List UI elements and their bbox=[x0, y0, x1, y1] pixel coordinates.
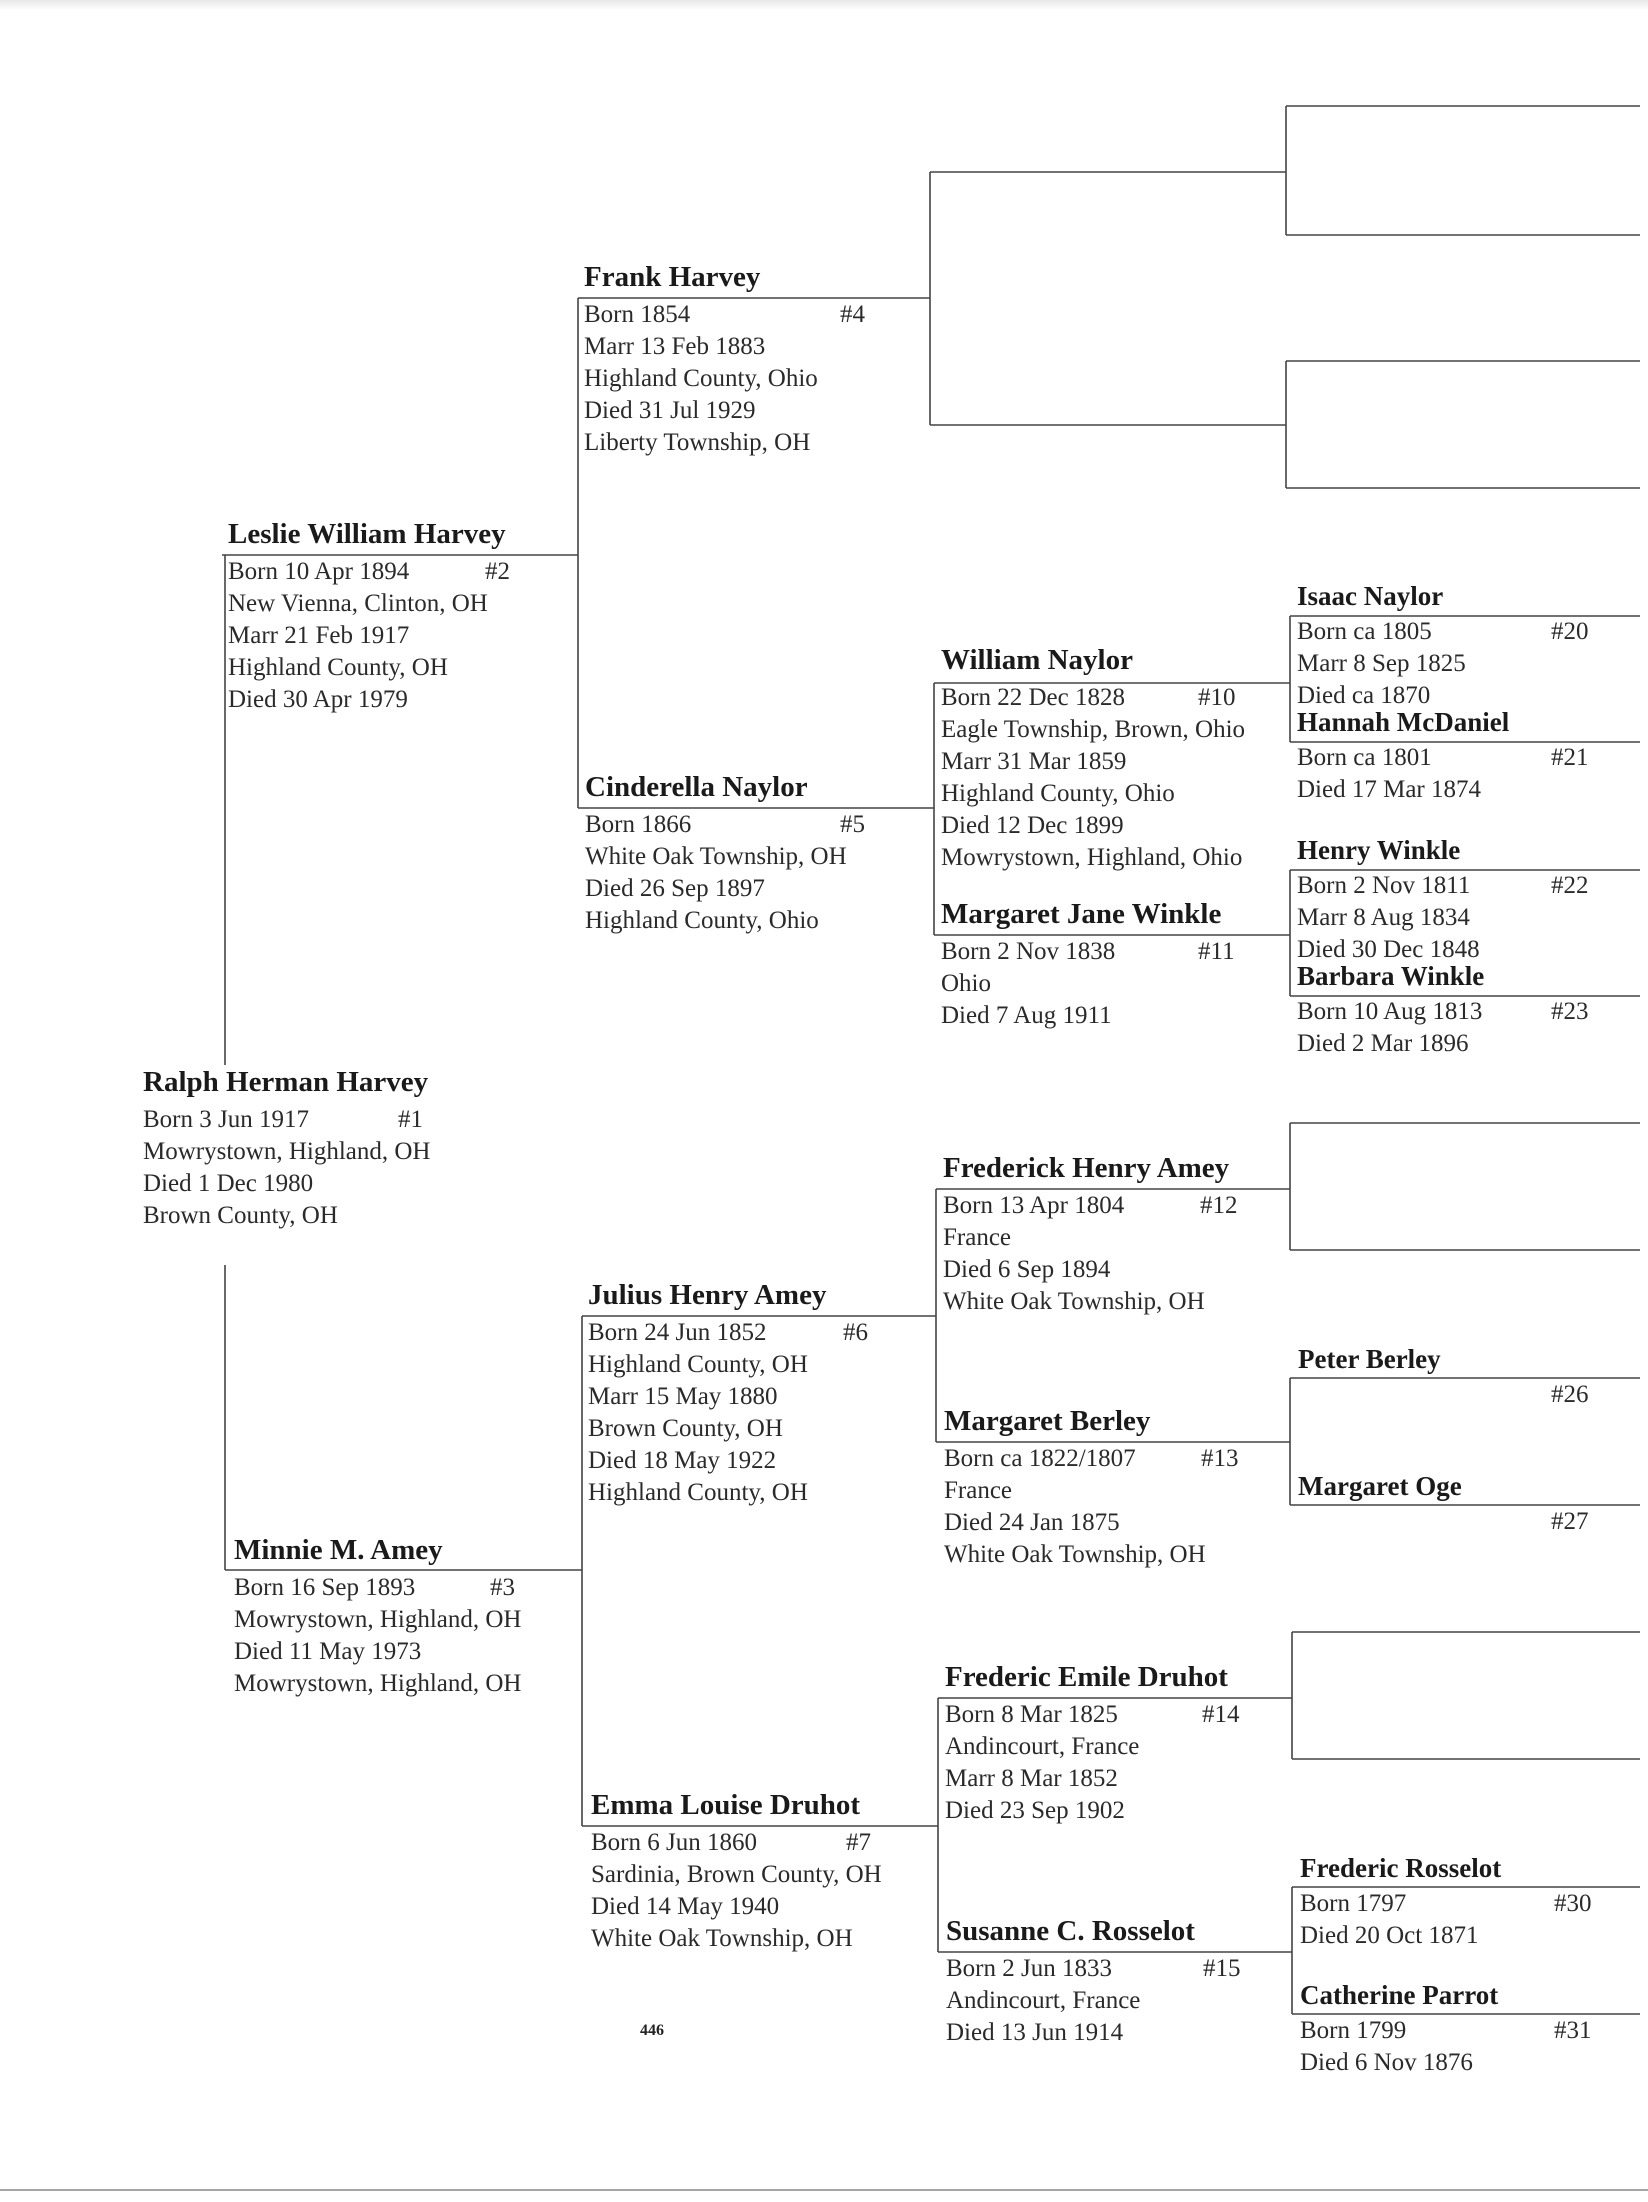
person-detail: Born ca 1805 bbox=[1297, 618, 1432, 645]
person-number: #5 bbox=[840, 811, 865, 838]
person-detail: Died 11 May 1973 bbox=[234, 1638, 422, 1665]
person-name: Frederic Rosselot bbox=[1300, 1853, 1502, 1883]
person-number: #26 bbox=[1551, 1381, 1589, 1408]
person-number: #21 bbox=[1551, 744, 1589, 771]
person-detail: New Vienna, Clinton, OH bbox=[228, 590, 488, 617]
person-detail: Born 8 Mar 1825 bbox=[945, 1701, 1118, 1728]
person-detail: Marr 8 Sep 1825 bbox=[1297, 650, 1466, 677]
person-name: Frederic Emile Druhot bbox=[945, 1661, 1228, 1693]
person-detail: Died 31 Jul 1929 bbox=[584, 397, 756, 424]
person-detail: Brown County, OH bbox=[143, 1202, 338, 1229]
person-number: #4 bbox=[840, 301, 865, 328]
person-detail: Died 17 Mar 1874 bbox=[1297, 776, 1481, 803]
person-number: #22 bbox=[1551, 872, 1589, 899]
person-detail: Died 23 Sep 1902 bbox=[945, 1797, 1125, 1824]
person-number: #10 bbox=[1198, 684, 1236, 711]
person-detail: Died 2 Mar 1896 bbox=[1297, 1030, 1469, 1057]
person-number: #31 bbox=[1554, 2017, 1592, 2044]
person-detail: Marr 8 Mar 1852 bbox=[945, 1765, 1118, 1792]
person-detail: Died ca 1870 bbox=[1297, 682, 1431, 709]
person-name: Hannah McDaniel bbox=[1297, 707, 1510, 737]
person-detail: Died 24 Jan 1875 bbox=[944, 1509, 1120, 1536]
person-name: William Naylor bbox=[941, 644, 1133, 676]
person-detail: Andincourt, France bbox=[946, 1987, 1141, 2014]
person-detail: Highland County, Ohio bbox=[585, 907, 819, 934]
person-detail: Died 1 Dec 1980 bbox=[143, 1170, 314, 1197]
person-detail: Died 12 Dec 1899 bbox=[941, 812, 1124, 839]
person-detail: France bbox=[944, 1477, 1013, 1504]
person-number: #6 bbox=[843, 1319, 868, 1346]
person-detail: Born 10 Apr 1894 bbox=[228, 558, 410, 585]
person-detail: Born 1799 bbox=[1300, 2017, 1407, 2044]
person-detail: Mowrystown, Highland, OH bbox=[234, 1670, 522, 1697]
person-detail: Marr 8 Aug 1834 bbox=[1297, 904, 1470, 931]
person-detail: Highland County, OH bbox=[228, 654, 448, 681]
person-detail: Born ca 1801 bbox=[1297, 744, 1432, 771]
person-name: Susanne C. Rosselot bbox=[946, 1915, 1195, 1947]
person-name: Isaac Naylor bbox=[1297, 581, 1444, 611]
person-detail: Died 26 Sep 1897 bbox=[585, 875, 765, 902]
person-detail: Born 2 Nov 1838 bbox=[941, 938, 1116, 965]
person-number: #11 bbox=[1198, 938, 1235, 965]
person-number: #13 bbox=[1201, 1445, 1239, 1472]
person-number: #30 bbox=[1554, 1890, 1592, 1917]
person-number: #20 bbox=[1551, 618, 1589, 645]
person-name: Leslie William Harvey bbox=[228, 518, 506, 550]
person-number: #15 bbox=[1203, 1955, 1241, 1982]
person-detail: Born 13 Apr 1804 bbox=[943, 1192, 1125, 1219]
person-number: #12 bbox=[1200, 1192, 1238, 1219]
person-detail: Died 7 Aug 1911 bbox=[941, 1002, 1112, 1029]
person-detail: Mowrystown, Highland, Ohio bbox=[941, 844, 1243, 871]
person-detail: Brown County, OH bbox=[588, 1415, 783, 1442]
person-detail: Eagle Township, Brown, Ohio bbox=[941, 716, 1246, 743]
person-detail: Died 13 Jun 1914 bbox=[946, 2019, 1124, 2046]
person-detail: Highland County, Ohio bbox=[941, 780, 1175, 807]
person-detail: Died 6 Nov 1876 bbox=[1300, 2049, 1473, 2076]
person-detail: White Oak Township, OH bbox=[944, 1541, 1206, 1568]
person-detail: Ohio bbox=[941, 970, 991, 997]
person-number: #7 bbox=[846, 1829, 871, 1856]
person-detail: Born 1797 bbox=[1300, 1890, 1407, 1917]
person-detail: Died 18 May 1922 bbox=[588, 1447, 777, 1474]
person-detail: Died 30 Dec 1848 bbox=[1297, 936, 1480, 963]
person-detail: Highland County, OH bbox=[588, 1479, 808, 1506]
person-number: #1 bbox=[398, 1106, 423, 1133]
person-name: Barbara Winkle bbox=[1297, 961, 1485, 991]
person-detail: Marr 15 May 1880 bbox=[588, 1383, 778, 1410]
person-detail: Born 1854 bbox=[584, 301, 691, 328]
person-detail: Andincourt, France bbox=[945, 1733, 1140, 1760]
person-name: Ralph Herman Harvey bbox=[143, 1066, 429, 1098]
person-name: Emma Louise Druhot bbox=[591, 1789, 861, 1821]
person-detail: Born 22 Dec 1828 bbox=[941, 684, 1125, 711]
person-detail: Mowrystown, Highland, OH bbox=[234, 1606, 522, 1633]
person-name: Frank Harvey bbox=[584, 261, 761, 293]
person-detail: White Oak Township, OH bbox=[591, 1925, 853, 1952]
person-detail: Marr 21 Feb 1917 bbox=[228, 622, 410, 649]
person-detail: Died 30 Apr 1979 bbox=[228, 686, 408, 713]
person-detail: Marr 31 Mar 1859 bbox=[941, 748, 1127, 775]
person-detail: Marr 13 Feb 1883 bbox=[584, 333, 766, 360]
person-detail: Born 6 Jun 1860 bbox=[591, 1829, 757, 1856]
person-detail: Born 2 Nov 1811 bbox=[1297, 872, 1471, 899]
person-number: #14 bbox=[1202, 1701, 1240, 1728]
person-detail: Born 24 Jun 1852 bbox=[588, 1319, 767, 1346]
page-number: 446 bbox=[640, 2022, 664, 2039]
person-detail: Born 3 Jun 1917 bbox=[143, 1106, 309, 1133]
person-detail: Born 2 Jun 1833 bbox=[946, 1955, 1112, 1982]
person-number: #27 bbox=[1551, 1508, 1589, 1535]
person-name: Henry Winkle bbox=[1297, 835, 1461, 865]
person-detail: White Oak Township, OH bbox=[943, 1288, 1205, 1315]
person-detail: Born 16 Sep 1893 bbox=[234, 1574, 416, 1601]
person-number: #3 bbox=[490, 1574, 515, 1601]
person-name: Peter Berley bbox=[1298, 1344, 1441, 1374]
person-detail: France bbox=[943, 1224, 1012, 1251]
person-detail: Sardinia, Brown County, OH bbox=[591, 1861, 882, 1888]
person-name: Margaret Berley bbox=[944, 1405, 1151, 1437]
person-name: Frederick Henry Amey bbox=[943, 1152, 1230, 1184]
person-detail: Liberty Township, OH bbox=[584, 429, 811, 456]
person-detail: Died 14 May 1940 bbox=[591, 1893, 780, 1920]
person-detail: Born ca 1822/1807 bbox=[944, 1445, 1136, 1472]
person-detail: Born 1866 bbox=[585, 811, 692, 838]
person-detail: Highland County, OH bbox=[588, 1351, 808, 1378]
person-detail: White Oak Township, OH bbox=[585, 843, 847, 870]
person-name: Minnie M. Amey bbox=[234, 1534, 443, 1566]
person-name: Cinderella Naylor bbox=[585, 771, 808, 803]
person-detail: Mowrystown, Highland, OH bbox=[143, 1138, 431, 1165]
person-name: Margaret Oge bbox=[1298, 1471, 1462, 1501]
person-name: Catherine Parrot bbox=[1300, 1980, 1499, 2010]
person-name: Julius Henry Amey bbox=[588, 1279, 827, 1311]
person-detail: Born 10 Aug 1813 bbox=[1297, 998, 1483, 1025]
person-detail: Died 20 Oct 1871 bbox=[1300, 1922, 1479, 1949]
person-number: #2 bbox=[485, 558, 510, 585]
person-detail: Highland County, Ohio bbox=[584, 365, 818, 392]
person-number: #23 bbox=[1551, 998, 1589, 1025]
person-name: Margaret Jane Winkle bbox=[941, 898, 1222, 930]
person-detail: Died 6 Sep 1894 bbox=[943, 1256, 1111, 1283]
